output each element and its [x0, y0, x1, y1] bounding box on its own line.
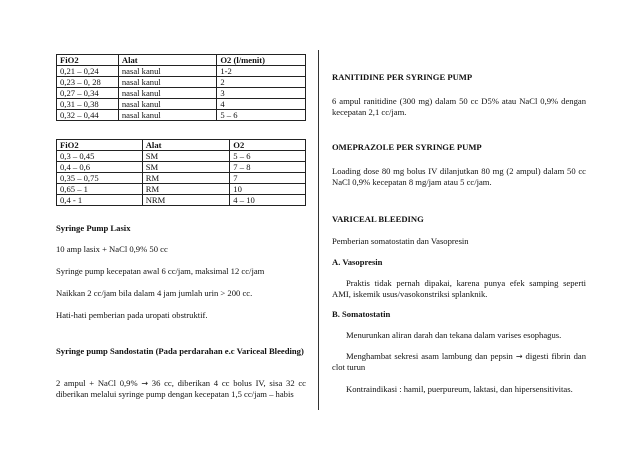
table-row: [57, 151, 306, 162]
ranitidine-heading: RANITIDINE PER SYRINGE PUMP: [332, 72, 473, 82]
sandostatin-paragraph: [56, 378, 306, 400]
sandostatin-heading: Syringe pump Sandostatin (Pada perdarahan e.c Variceal Bleeding): [56, 346, 304, 356]
table-cell: 0,32 – 0,44: [57, 110, 119, 121]
lasix-paragraph: Syringe pump kecepatan awal 6 cc/jam, maksimal 12 cc/jam: [56, 266, 265, 276]
table-cell: 0,4 – 0,6: [57, 162, 143, 173]
fio2-nasal-table: [56, 54, 306, 121]
somatostatin-paragraph: [332, 351, 586, 373]
table-row: [57, 77, 306, 88]
lasix-paragraph: 10 amp lasix + NaCl 0,9% 50 cc: [56, 244, 168, 254]
lasix-heading: Syringe Pump Lasix: [56, 223, 131, 233]
table-cell: 3: [217, 88, 306, 99]
table-header: Alat: [118, 55, 216, 66]
table-header: O2: [230, 140, 306, 151]
table-cell: 1-2: [217, 66, 306, 77]
vasopresin-heading: A. Vasopresin: [332, 257, 383, 267]
table-cell: 4 – 10: [230, 195, 306, 206]
variceal-heading: VARICEAL BLEEDING: [332, 214, 424, 224]
table-cell: RM: [142, 173, 230, 184]
table-cell: 0,3 – 0,45: [57, 151, 143, 162]
table-cell: 0,27 – 0,34: [57, 88, 119, 99]
lasix-paragraph: Hati-hati pemberian pada uropati obstruktif.: [56, 310, 208, 320]
table-cell: nasal kanul: [118, 77, 216, 88]
table-cell: 7: [230, 173, 306, 184]
table-header: Alat: [142, 140, 230, 151]
somatostatin-paragraph: Menurunkan aliran darah dan tekana dalam varises esophagus.: [346, 330, 562, 340]
vasopresin-paragraph: Praktis tidak pernah dipakai, karena punya efek samping seperti AMI, iskemik usus/vasokonstriksi splanknik.: [332, 278, 586, 299]
table-cell: SM: [142, 162, 230, 173]
somatostatin-heading: B. Somatostatin: [332, 309, 391, 319]
table-row: [57, 162, 306, 173]
table-cell: nasal kanul: [118, 110, 216, 121]
text-run: digesti fibrin dan clot turun: [332, 351, 586, 372]
table-row: [57, 66, 306, 77]
table-cell: 4: [217, 99, 306, 110]
table-cell: 0,31 – 0,38: [57, 99, 119, 110]
table-header-row: [57, 55, 306, 66]
ranitidine-paragraph: 6 ampul ranitidine (300 mg) dalam 50 cc D5% atau NaCl 0,9% dengan kecepatan 2,1 cc/jam.: [332, 96, 586, 117]
text-run: 36 cc, diberikan 4 cc bolus IV, sisa 32 cc diberikan melalui syringe pump dengan kecepatan 1,5 cc/jam – habis: [56, 378, 306, 399]
table-cell: 2: [217, 77, 306, 88]
variceal-paragraph: Pemberian somatostatin dan Vasopresin: [332, 236, 469, 246]
table-header: FiO2: [57, 140, 143, 151]
table-row: [57, 110, 306, 121]
table-row: [57, 99, 306, 110]
arrow-right-icon: →: [141, 379, 149, 388]
column-divider: [318, 50, 319, 410]
table-cell: 0,21 – 0,24: [57, 66, 119, 77]
table-cell: NRM: [142, 195, 230, 206]
table-cell: 5 – 6: [217, 110, 306, 121]
table-header: FiO2: [57, 55, 119, 66]
table-cell: 0,4 - 1: [57, 195, 143, 206]
table-cell: 7 – 8: [230, 162, 306, 173]
text-run: Menghambat sekresi asam lambung dan pepsin: [346, 351, 516, 361]
table-cell: nasal kanul: [118, 66, 216, 77]
table-cell: SM: [142, 151, 230, 162]
table-cell: nasal kanul: [118, 99, 216, 110]
table-cell: 5 – 6: [230, 151, 306, 162]
table-cell: RM: [142, 184, 230, 195]
lasix-paragraph: Naikkan 2 cc/jam bila dalam 4 jam jumlah urin > 200 cc.: [56, 288, 253, 298]
table-cell: nasal kanul: [118, 88, 216, 99]
table-header: O2 (l/menit): [217, 55, 306, 66]
arrow-right-icon: →: [515, 352, 523, 361]
somatostatin-paragraph: Kontraindikasi : hamil, puerpureum, laktasi, dan hipersensitivitas.: [346, 384, 573, 394]
omeprazole-heading: OMEPRAZOLE PER SYRINGE PUMP: [332, 142, 482, 152]
omeprazole-paragraph: Loading dose 80 mg bolus IV dilanjutkan 80 mg (2 ampul) dalam 50 cc NaCl 0,9% kecepatan 8 mg/jam atau 5 cc/jam.: [332, 166, 586, 187]
table-cell: 0,23 – 0, 28: [57, 77, 119, 88]
text-run: 2 ampul + NaCl 0,9%: [56, 378, 142, 388]
table-row: [57, 195, 306, 206]
table-cell: 10: [230, 184, 306, 195]
table-row: [57, 88, 306, 99]
table-header-row: [57, 140, 306, 151]
table-row: [57, 173, 306, 184]
fio2-mask-table: [56, 139, 306, 206]
table-cell: 0,65 – 1: [57, 184, 143, 195]
table-cell: 0,35 – 0,75: [57, 173, 143, 184]
table-row: [57, 184, 306, 195]
